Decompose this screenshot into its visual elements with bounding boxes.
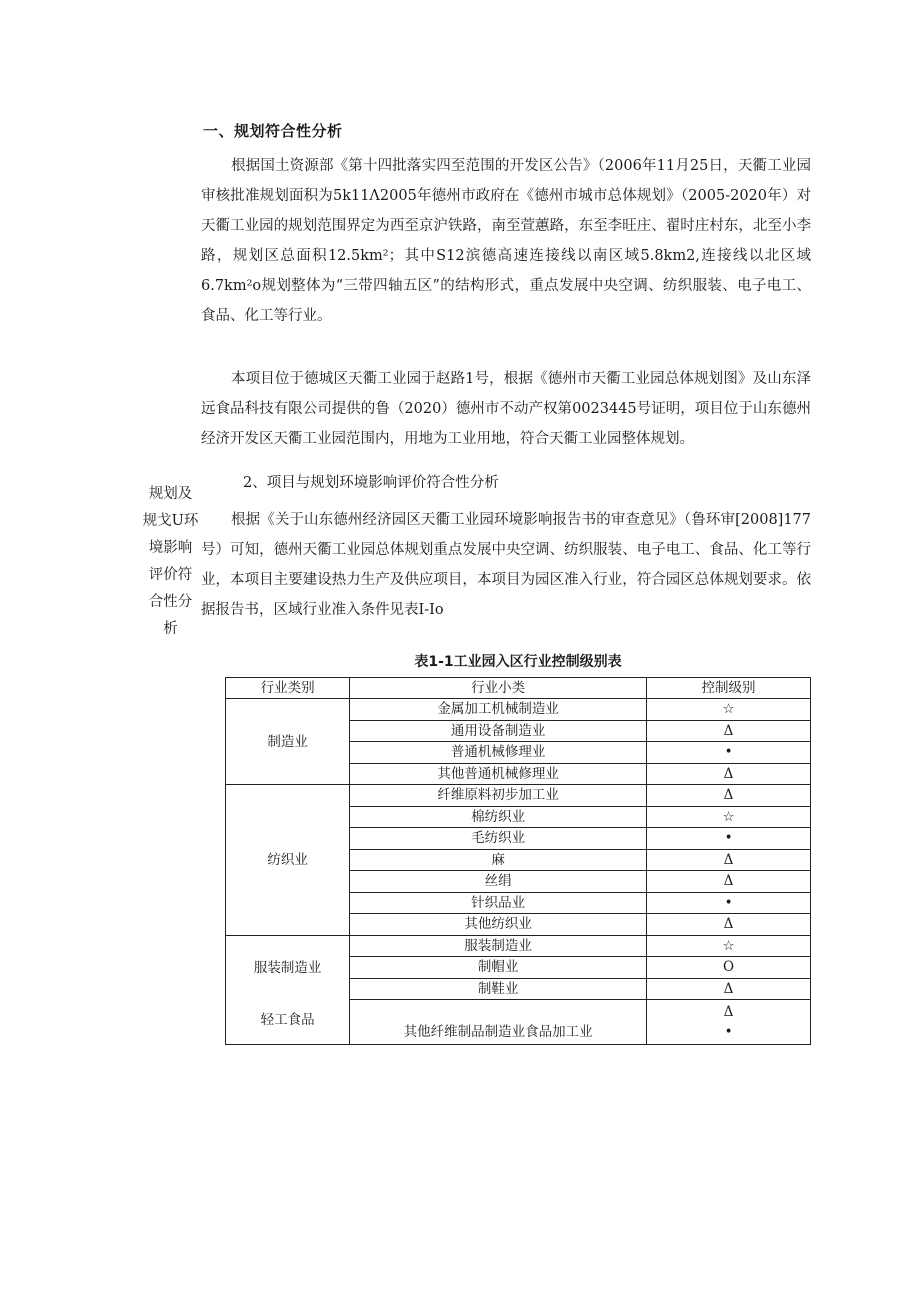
header-control-level: 控制级别 xyxy=(647,678,811,699)
level-cell: O xyxy=(647,957,811,979)
subcategory-cell: 棉纺织业 xyxy=(350,806,647,828)
level-cell: Δ xyxy=(647,763,811,785)
table-row xyxy=(226,699,811,721)
level-cell: Δ xyxy=(647,849,811,871)
table-title: 表1-1工业园入区行业控制级别表 xyxy=(414,654,622,670)
level-cell: • xyxy=(647,892,811,914)
sidebar-line: 析 xyxy=(163,621,178,637)
paragraph-project-location: 本项目位于德城区天衢工业园于赵路1号，根据《德州市天衢工业园总体规划图》及山东泽远食品科技有限公司提供的鲁（2020）德州市不动产权第0023445号证明，项目位于山东德州经济开发区天衢工业园范围内，用地为工业用地，符合天衢工业园整体规划。 xyxy=(201,371,811,447)
sidebar-line: 规戈U环 xyxy=(142,513,199,529)
category-label: 轻工食品 xyxy=(260,1011,315,1028)
level-value: Δ xyxy=(723,1004,734,1020)
table-row xyxy=(226,935,811,957)
level-cell: • xyxy=(647,742,811,764)
subcategory-cell: 丝绢 xyxy=(350,871,647,893)
subcategory-cell: 通用设备制造业 xyxy=(350,720,647,742)
subcategory-cell: 针织品业 xyxy=(350,892,647,914)
level-cell: Δ xyxy=(647,871,811,893)
header-category: 行业类别 xyxy=(226,678,350,699)
subcategory-cell: 金属加工机械制造业 xyxy=(350,699,647,721)
table-header-row xyxy=(226,678,811,699)
section-heading-planning: 一、规划符合性分析 xyxy=(203,122,343,140)
sidebar-line: 评价符 xyxy=(148,567,193,583)
industry-control-table xyxy=(225,677,811,1045)
subcategory-cell: 其他纺织业 xyxy=(350,914,647,936)
level-cell: Δ xyxy=(647,914,811,936)
table-row xyxy=(226,785,811,807)
sidebar-line: 合性分 xyxy=(148,594,193,610)
header-subcategory: 行业小类 xyxy=(350,678,647,699)
subcategory-cell: 纤维原料初步加工业 xyxy=(350,785,647,807)
subcategory-cell: 制鞋业 xyxy=(350,978,647,1000)
level-cell: Δ xyxy=(647,720,811,742)
category-label: 服装制造业 xyxy=(253,959,322,976)
category-cell-merged xyxy=(226,935,350,1045)
subcategory-cell: 服装制造业 xyxy=(350,935,647,957)
subcategory-cell: 制帽业 xyxy=(350,957,647,979)
level-cell: • xyxy=(647,828,811,850)
sidebar-line: 境影响 xyxy=(148,540,193,556)
subcategory-cell: 其他普通机械修理业 xyxy=(350,763,647,785)
category-cell: 纺织业 xyxy=(226,785,350,936)
sidebar-line: 规划及 xyxy=(148,486,193,502)
paragraph-land-resources: 根据国土资源部《第十四批落实四至范围的开发区公告》（2006年11月25日，天衢工业园审核批准规划面积为5k11Λ2005年德州市政府在《德州市城市总体规划》（2005-2020年）对天衢工业园的规划范围界定为西至京沪铁路，南至萱蕙路，东至李旺庄、翟时庄村东，北至小李路，规划区总面积12.5km²；其中S12滨德高速连接线以南区域5.8km2,连接线以北区域6.7km²o规划整体为“三带四轴五区”的结构形式，重点发展中央空调、纺织服装、电子电工、食品、化工等行业。 xyxy=(201,158,811,324)
sidebar-label xyxy=(128,481,213,643)
subcategory-cell: 其他纤维制品制造业食品加工业 xyxy=(350,1000,647,1045)
category-cell: 制造业 xyxy=(226,699,350,785)
level-cell: Δ xyxy=(647,978,811,1000)
level-cell: ☆ xyxy=(647,699,811,721)
subcategory-cell: 麻 xyxy=(350,849,647,871)
level-cell: ☆ xyxy=(647,935,811,957)
paragraph-eia-review: 根据《关于山东德州经济园区天衢工业园环境影响报告书的审查意见》（鲁环审[2008]177号）可知，德州天衢工业园总体规划重点发展中央空调、纺织服装、电子电工、食品、化工等行业，本项目主要建设热力生产及供应项目，本项目为园区准入行业，符合园区总体规划要求。依据报告书，区域行业准入条件见表I-Io xyxy=(201,512,811,618)
level-cell: ☆ xyxy=(647,806,811,828)
subcategory-cell: 毛纺织业 xyxy=(350,828,647,850)
level-value: • xyxy=(724,1024,733,1040)
level-cell: Δ xyxy=(647,785,811,807)
section-heading-eia: 2、项目与规划环境影响评价符合性分析 xyxy=(243,475,499,491)
subcategory-cell: 普通机械修理业 xyxy=(350,742,647,764)
level-cell-multi xyxy=(647,1000,811,1045)
